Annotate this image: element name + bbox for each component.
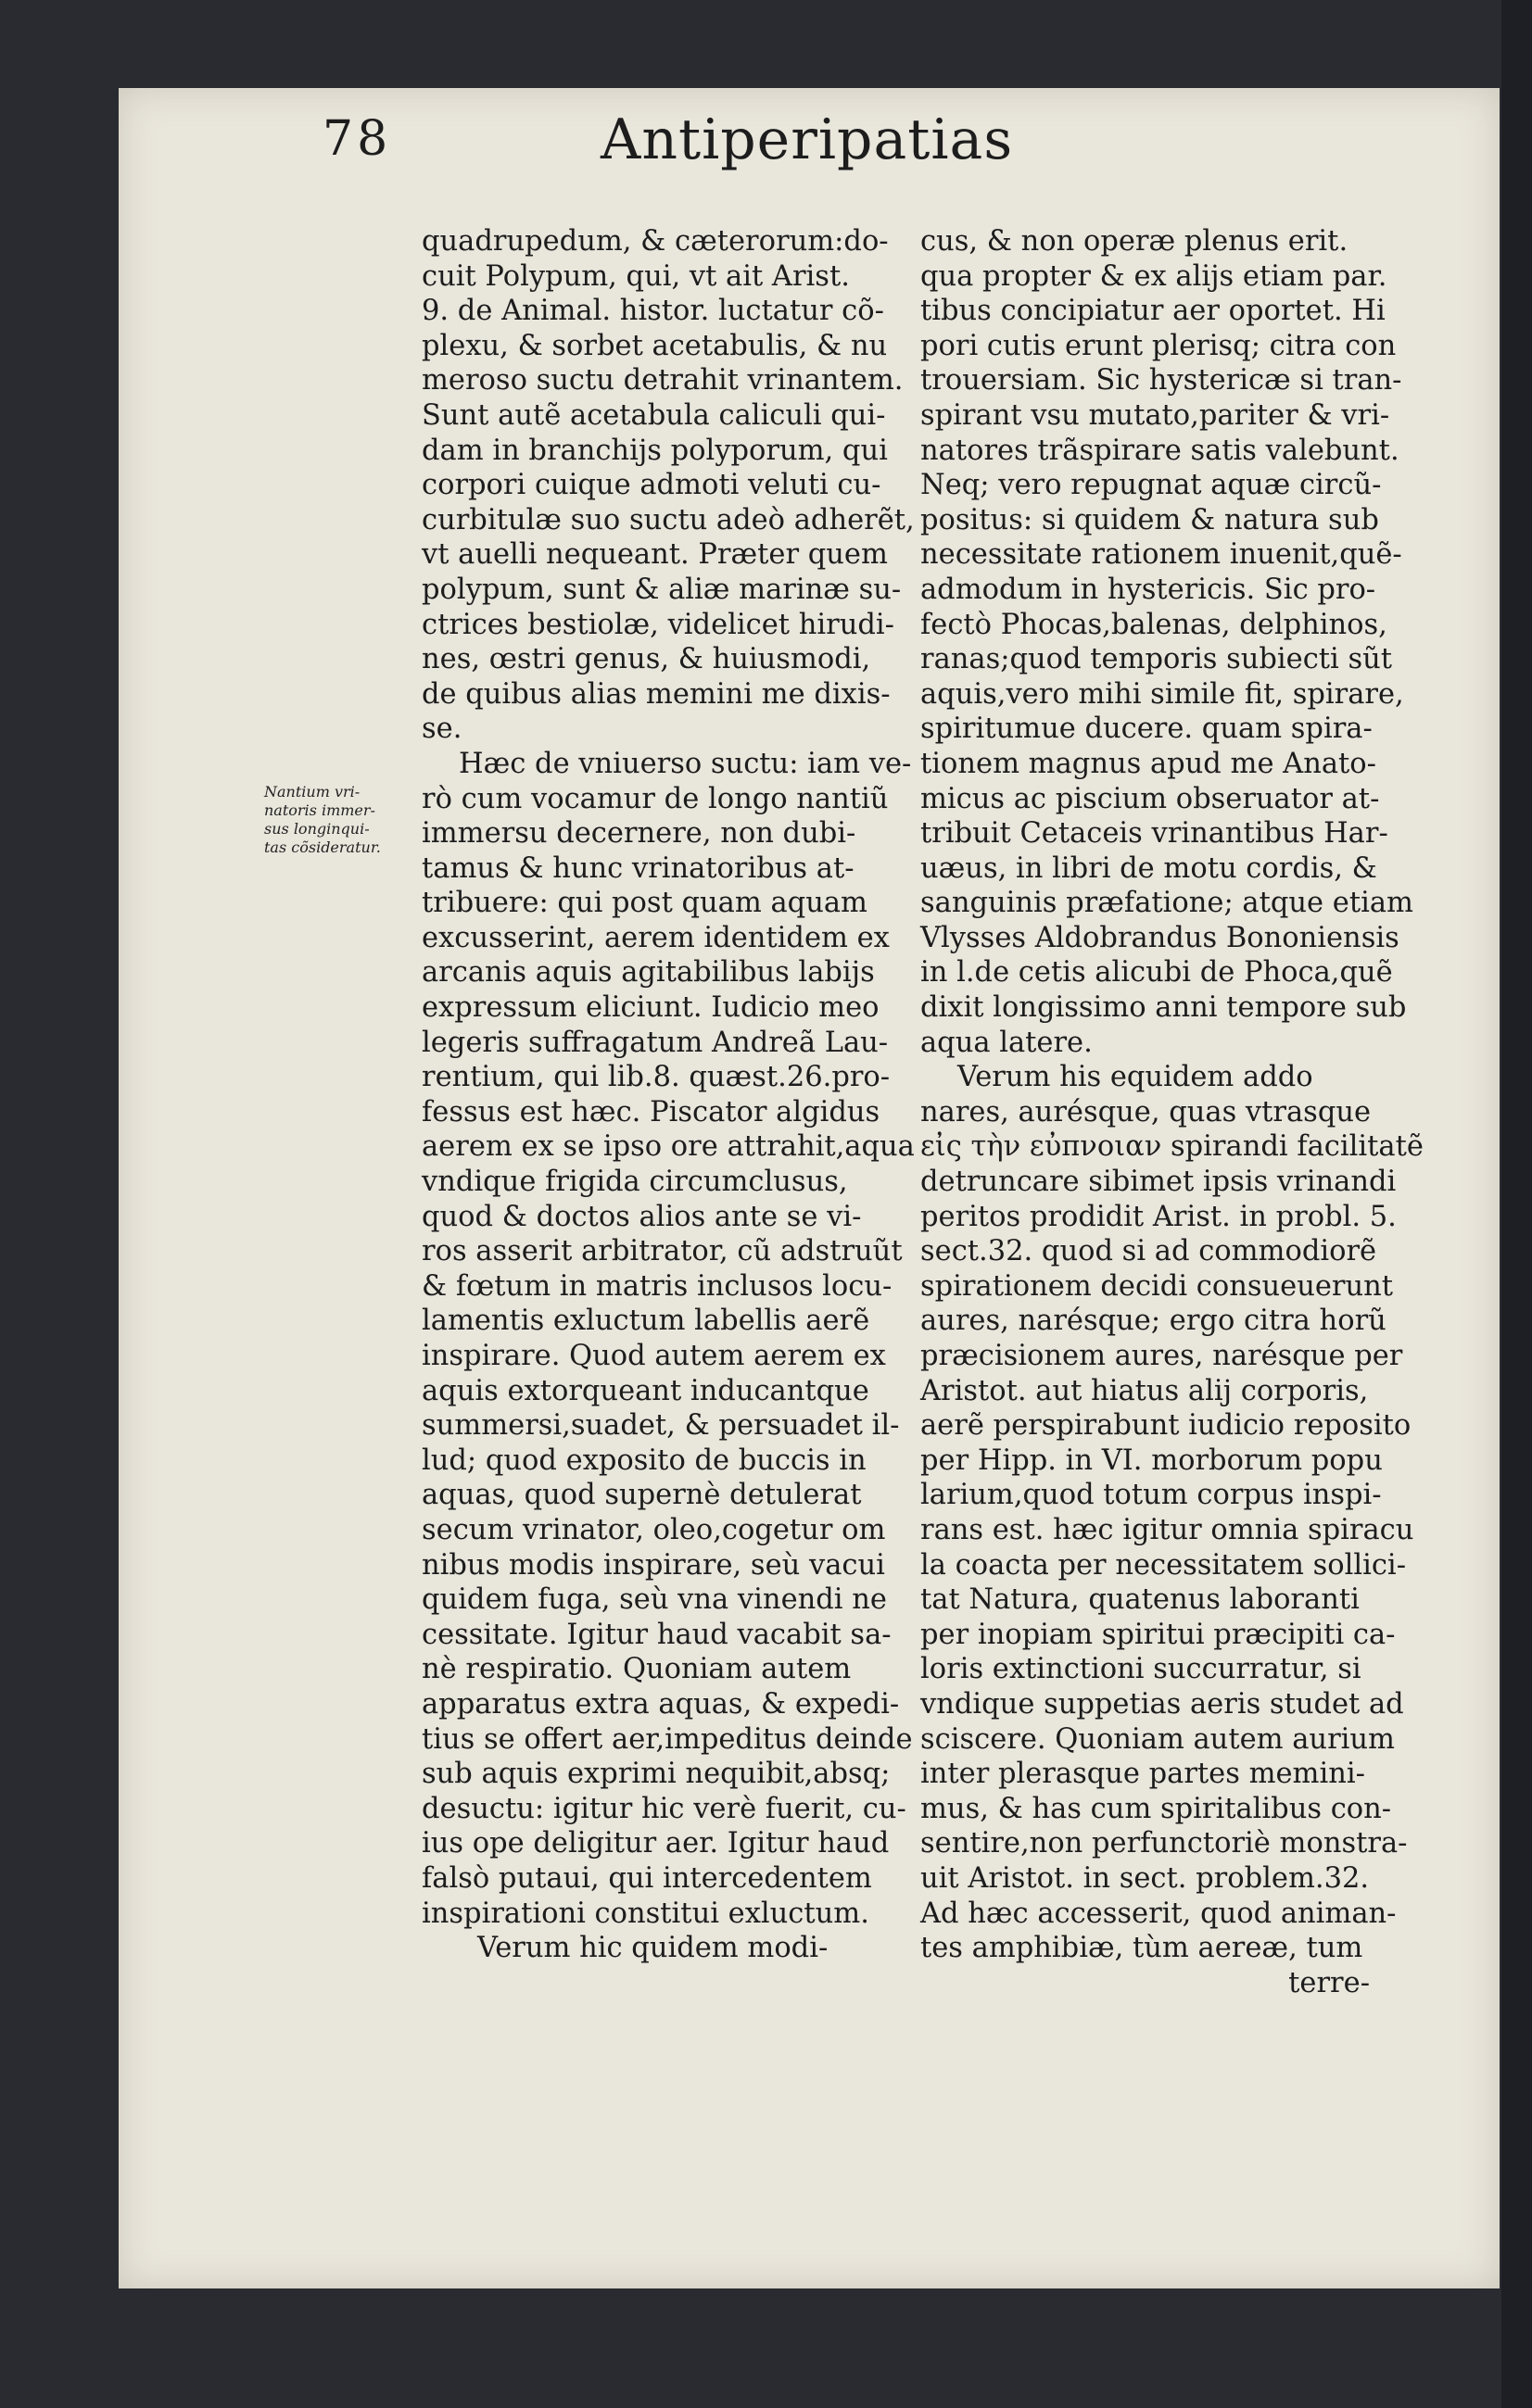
text-line: secum vrinator, oleo,cogetur om <box>422 1513 886 1546</box>
right-text-column <box>920 224 1424 2000</box>
text-line: tribuit Cetaceis vrinantibus Har- <box>920 817 1388 851</box>
text-line: inspirationi constitui exluctum. <box>422 1897 869 1930</box>
text-line: apparatus extra aquas, & expedi- <box>422 1687 900 1721</box>
text-line: Hæc de vniuerso suctu: iam ve- <box>459 747 912 780</box>
text-line: peritos prodidit Arist. in probl. 5. <box>920 1200 1397 1233</box>
text-line: aures, narésque; ergo citra horũ <box>920 1305 1386 1338</box>
text-line: nibus modis inspirare, seù vacui <box>422 1548 885 1582</box>
text-line: inspirare. Quod autem aerem ex <box>422 1340 886 1372</box>
text-line: Neq; vero repugnat aquæ circũ- <box>920 469 1382 502</box>
text-line: nes, œstri genus, & huiusmodi, <box>422 643 871 676</box>
marginal-note <box>264 783 408 857</box>
left-text-column <box>422 224 915 1966</box>
text-line: lamentis exluctum labellis aerẽ <box>422 1305 870 1338</box>
text-line: & fœtum in matris inclusos locu- <box>422 1269 893 1303</box>
text-line: ctrices bestiolæ, videlicet hirudi- <box>422 608 894 641</box>
text-line: nares, aurésque, quas vtrasque <box>920 1095 1372 1128</box>
text-line: sub aquis exprimi nequibit,absq; <box>422 1758 891 1791</box>
text-line: per Hipp. in VI. morborum popu <box>920 1444 1383 1477</box>
text-line: sciscere. Quoniam autem aurium <box>920 1722 1395 1756</box>
text-line: vt auelli nequeant. Præter quem <box>422 538 888 572</box>
text-line: quadrupedum, & cæterorum:do- <box>422 225 889 258</box>
text-line: sect.32. quod si ad commodiorẽ <box>920 1235 1377 1268</box>
text-line: ros asserit arbitrator, cũ adstruũt <box>422 1235 903 1268</box>
text-line: rans est. hæc igitur omnia spiracu <box>920 1513 1414 1546</box>
text-line: præcisionem aures, narésque per <box>920 1340 1403 1372</box>
text-line: desuctu: igitur hic verè fuerit, cu- <box>422 1792 906 1825</box>
text-line: spirationem decidi consueuerunt <box>920 1269 1394 1303</box>
text-line: sanguinis præfatione; atque etiam <box>920 887 1413 920</box>
text-line: ranas;quod temporis subiecti sũt <box>920 643 1393 676</box>
text-line: expressum eliciunt. Iudicio meo <box>422 991 880 1025</box>
marginal-note-line: natoris immer- <box>264 801 375 819</box>
marginal-note-line: Nantium vri- <box>264 783 361 801</box>
text-line: tius se offert aer,impeditus deinde <box>422 1722 913 1756</box>
text-line: inter plerasque partes memini- <box>920 1758 1365 1791</box>
text-line: nè respiratio. Quoniam autem <box>422 1653 852 1686</box>
text-line: trouersiam. Sic hystericæ si tran- <box>920 364 1402 397</box>
text-line: spirant vsu mutato,pariter & vri- <box>920 398 1390 432</box>
text-line: terre- <box>1288 1966 1370 1999</box>
text-line: polypum, sunt & aliæ marinæ su- <box>422 573 902 606</box>
text-line: cuit Polypum, qui, vt ait Arist. <box>422 259 850 293</box>
text-line: ius ope deligitur aer. Igitur haud <box>422 1827 890 1860</box>
text-line: tribuere: qui post quam aquam <box>422 887 867 920</box>
text-line: immersu decernere, non dubi- <box>422 817 856 851</box>
text-line: per inopiam spiritui præcipiti ca- <box>920 1618 1396 1651</box>
text-line: tionem magnus apud me Anato- <box>920 747 1376 780</box>
text-line: la coacta per necessitatem sollici- <box>920 1548 1406 1582</box>
text-line: spiritumue ducere. quam spira- <box>920 712 1373 746</box>
dark-background-edge <box>1501 0 1532 2408</box>
text-line: rò cum vocamur de longo nantiũ <box>422 782 889 815</box>
text-line: vndique frigida circumclusus, <box>422 1166 848 1199</box>
text-line: larium,quod totum corpus inspi- <box>920 1479 1382 1512</box>
text-line: tibus concipiatur aer oportet. Hi <box>920 295 1386 328</box>
text-line: necessitate rationem inuenit,quẽ- <box>920 538 1402 572</box>
text-line: aerem ex se ipso ore attrahit,aqua <box>422 1130 915 1164</box>
text-line: Verum hic quidem modi- <box>477 1932 829 1965</box>
text-line: fectò Phocas,balenas, delphinos, <box>920 608 1387 641</box>
text-line: sentire,non perfunctoriè monstra- <box>920 1827 1408 1860</box>
text-line: admodum in hystericis. Sic pro- <box>920 573 1376 606</box>
text-line: se. <box>422 712 462 746</box>
text-line: qua propter & ex alijs etiam par. <box>920 259 1387 293</box>
text-line: corpori cuique admoti veluti cu- <box>422 469 881 502</box>
text-line: εἰς τὴν εὐπνοιαν spirandi facilitatẽ <box>920 1130 1424 1164</box>
text-line: falsò putaui, qui intercedentem <box>422 1861 872 1895</box>
text-line: aqua latere. <box>920 1026 1093 1059</box>
text-line: positus: si quidem & natura sub <box>920 503 1379 536</box>
text-line: loris extinctioni succurratur, si <box>920 1653 1361 1686</box>
text-line: legeris suffragatum Andreã Lau- <box>422 1026 889 1059</box>
text-line: aerẽ perspirabunt iudicio reposito <box>920 1409 1412 1443</box>
text-line: uit Aristot. in sect. problem.32. <box>920 1861 1370 1895</box>
text-line: dam in branchijs polyporum, qui <box>422 434 888 467</box>
text-line: excusserint, aerem identidem ex <box>422 921 890 954</box>
text-line: detruncare sibimet ipsis vrinandi <box>920 1166 1397 1199</box>
text-line: in l.de cetis alicubi de Phoca,quẽ <box>920 956 1393 990</box>
running-title: Antiperipatias <box>601 107 1014 172</box>
page-number: 78 <box>323 111 392 167</box>
text-line: quod & doctos alios ante se vi- <box>422 1200 862 1233</box>
text-line: vndique suppetias aeris studet ad <box>920 1687 1404 1721</box>
text-line: dixit longissimo anni tempore sub <box>920 991 1407 1025</box>
text-line: tat Natura, quatenus laboranti <box>920 1583 1360 1617</box>
text-line: arcanis aquis agitabilibus labijs <box>422 956 875 990</box>
marginal-note-line: sus longinqui- <box>264 820 370 838</box>
text-line: natores trãspirare satis valebunt. <box>920 434 1399 467</box>
text-line: aquis,vero mihi simile fit, spirare, <box>920 677 1404 711</box>
text-line: Sunt autẽ acetabula caliculi qui- <box>422 398 886 432</box>
marginal-note-line: tas cõsideratur. <box>264 838 381 856</box>
text-line: de quibus alias memini me dixis- <box>422 677 891 711</box>
text-line: plexu, & sorbet acetabulis, & nu <box>422 329 888 362</box>
text-line: curbitulæ suo suctu adeò adherẽt, <box>422 503 915 536</box>
text-line: Vlysses Aldobrandus Bononiensis <box>920 921 1399 954</box>
text-line: cus, & non operæ plenus erit. <box>920 225 1348 258</box>
text-line: aquas, quod supernè detulerat <box>422 1479 862 1512</box>
text-line: aquis extorqueant inducantque <box>422 1374 869 1407</box>
text-line: Aristot. aut hiatus alij corporis, <box>920 1374 1369 1407</box>
text-line: lud; quod exposito de buccis in <box>422 1444 867 1477</box>
text-line: micus ac piscium obseruator at- <box>920 782 1380 815</box>
text-line: meroso suctu detrahit vrinantem. <box>422 364 904 397</box>
text-line: fessus est hæc. Piscator algidus <box>422 1095 880 1128</box>
text-line: quidem fuga, seù vna vinendi ne <box>422 1583 887 1617</box>
text-line: summersi,suadet, & persuadet il- <box>422 1409 900 1443</box>
text-line: 9. de Animal. histor. luctatur cõ- <box>422 295 884 328</box>
text-line: tamus & hunc vrinatoribus at- <box>422 851 855 885</box>
text-line: rentium, qui lib.8. quæst.26.pro- <box>422 1061 891 1094</box>
text-line: mus, & has cum spiritalibus con- <box>920 1792 1392 1825</box>
text-line: cessitate. Igitur haud vacabit sa- <box>422 1618 892 1651</box>
text-line: pori cutis erunt plerisq; citra con <box>920 329 1397 362</box>
text-line: tes amphibiæ, tùm aereæ, tum <box>920 1932 1363 1965</box>
text-line: uæus, in libri de motu cordis, & <box>920 851 1377 885</box>
text-line: Verum his equidem addo <box>957 1061 1313 1094</box>
text-line: Ad hæc accesserit, quod animan- <box>920 1897 1397 1930</box>
